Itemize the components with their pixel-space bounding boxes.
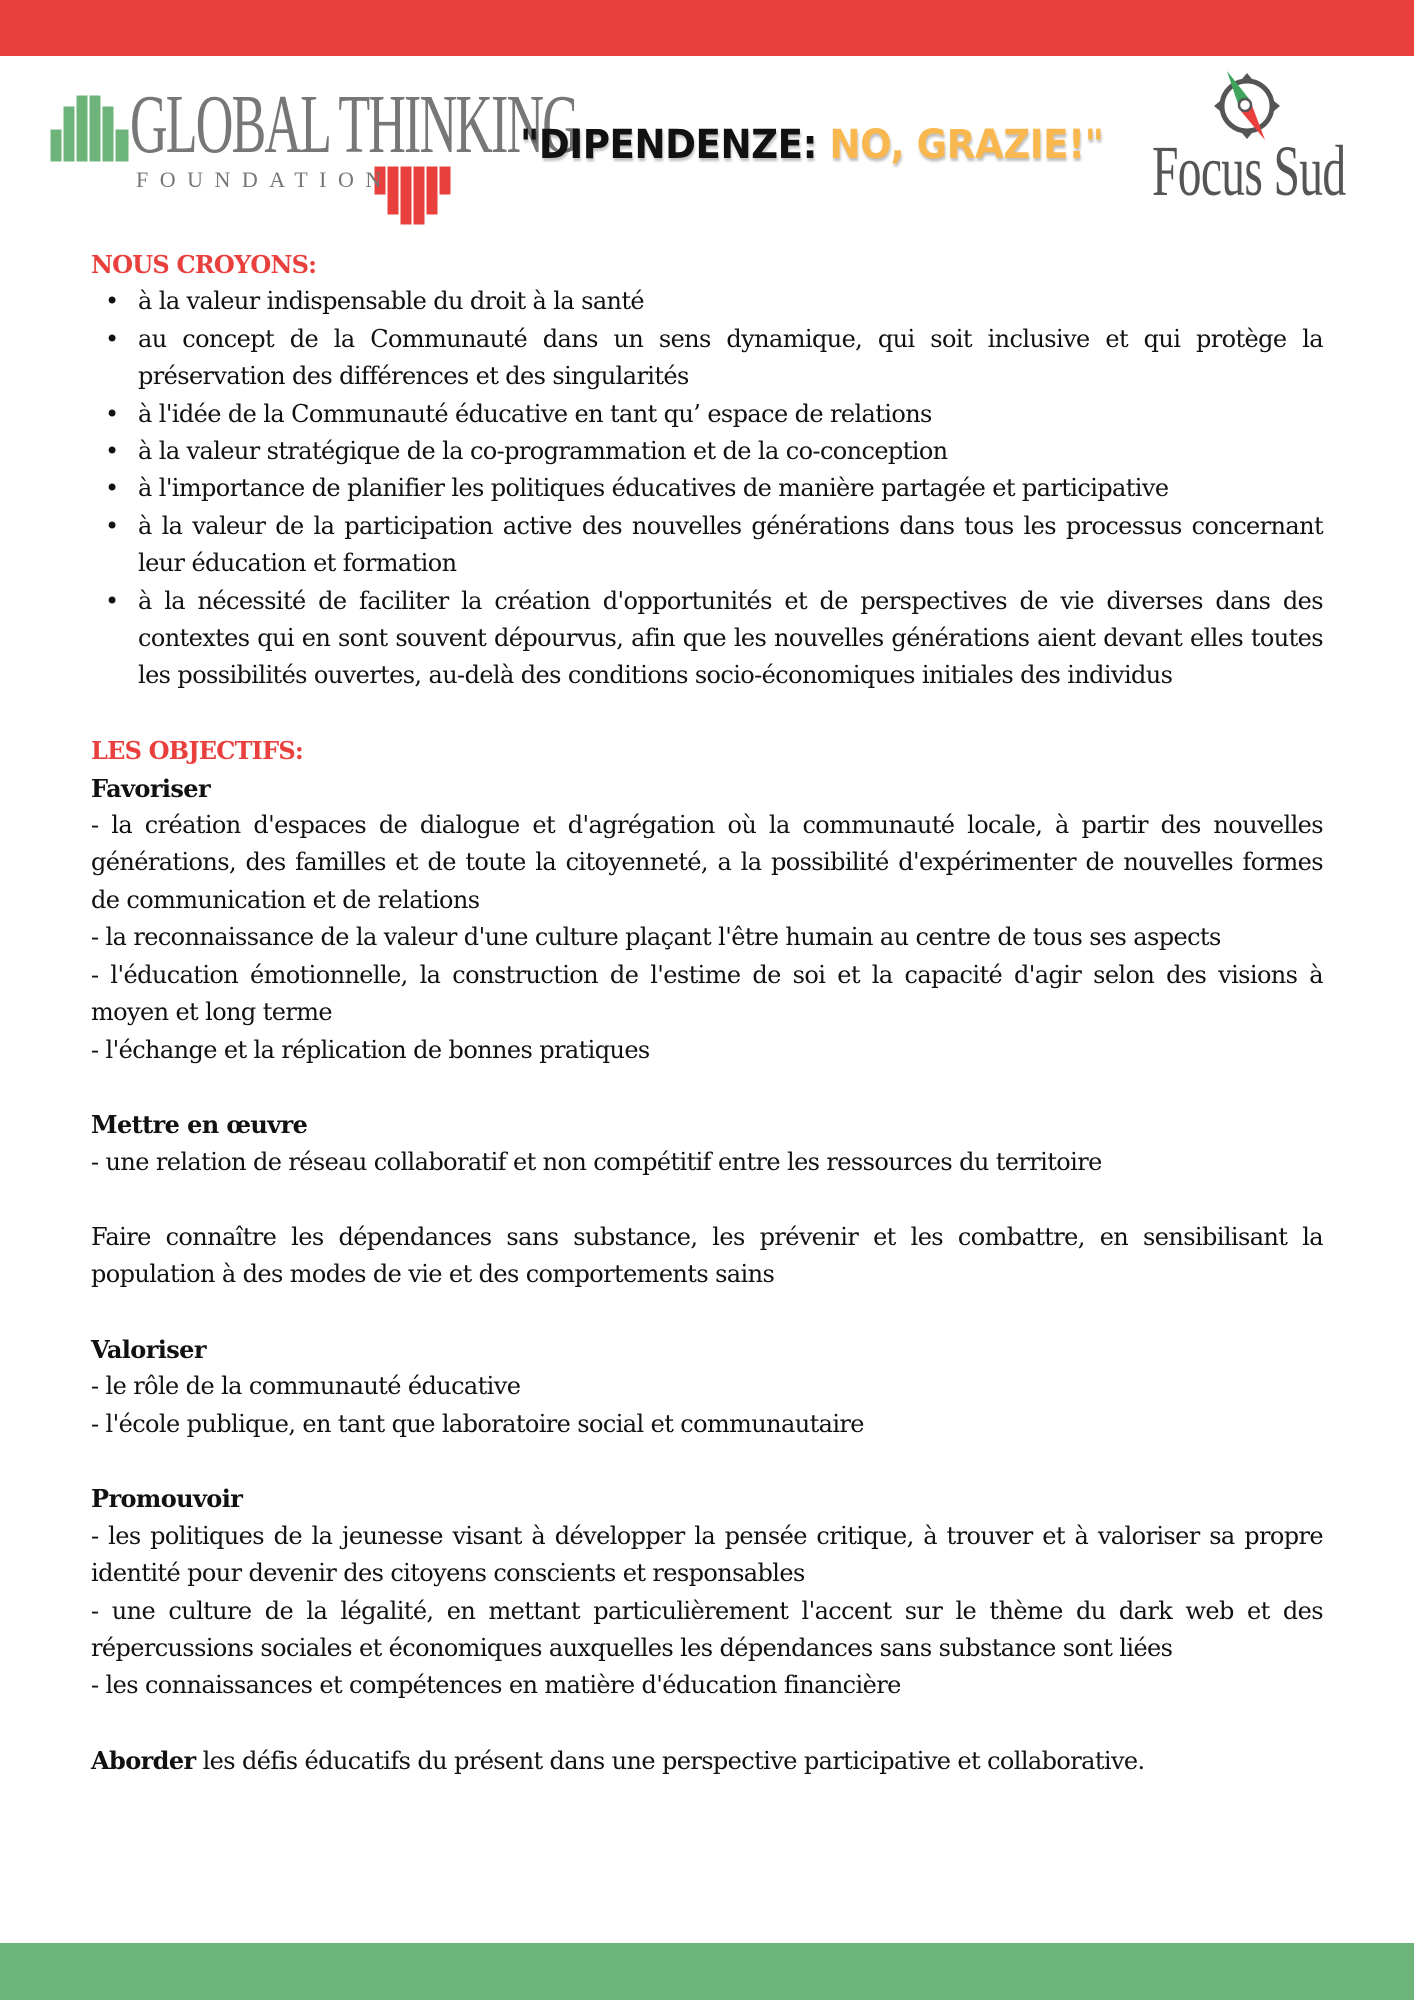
list-item: • à la nécessité de faciliter la création d'opportunités et de perspectives de vie diverses dans des contextes qui en sont souvent dépourvus, afin que les nouvelles générations aient devant elles toutes les possibilités ouvertes, au-delà des conditions socio-économiques initiales des individus xyxy=(138,583,1323,695)
spacer xyxy=(91,1181,1323,1218)
bottom-color-band xyxy=(0,1943,1414,2000)
list-item: - une relation de réseau collaboratif et non compétitif entre les ressources du territoire xyxy=(91,1147,1102,1176)
list-item: • au concept de la Communauté dans un sens dynamique, qui soit inclusive et qui protège la préservation des différences et des singularités xyxy=(138,321,1323,396)
list-item: - l'école publique, en tant que laboratoire social et communautaire xyxy=(91,1409,864,1438)
spacer xyxy=(91,1705,1323,1742)
spacer xyxy=(91,1293,1323,1330)
list-item: - une culture de la légalité, en mettant particulièrement l'accent sur le thème du dark web et des répercussions sociales et économiques auxquelles les dépendances sans substance sont liées xyxy=(91,1596,1323,1662)
valoriser-heading: Valoriser xyxy=(91,1334,206,1364)
objectives-title: LES OBJECTIFS: xyxy=(91,736,303,766)
headline-part-2: NO, GRAZIE!" xyxy=(829,122,1104,168)
list-item: - les politiques de la jeunesse visant à développer la pensée critique, à trouver et à valoriser sa propre identité pour devenir des citoyens conscients et responsables xyxy=(91,1521,1323,1588)
list-item: - les connaissances et compétences en matière d'éducation financière xyxy=(91,1671,901,1700)
logo-name: Focus Sud xyxy=(1152,131,1346,211)
list-item: • à la valeur de la participation active des nouvelles générations dans tous les processus concernant leur éducation et formation xyxy=(138,508,1323,583)
list-item: - le rôle de la communauté éducative xyxy=(91,1372,521,1401)
aborder-text: les défis éducatifs du présent dans une perspective participative et collaborative. xyxy=(195,1747,1145,1776)
spacer xyxy=(91,1443,1323,1480)
list-item: • à la valeur indispensable du droit à la santé xyxy=(138,283,1323,320)
spacer xyxy=(91,695,1323,732)
list-item: - l'éducation émotionnelle, la construction de l'estime de soi et la capacité d'agir selon des visions à moyen et long terme xyxy=(91,960,1323,1027)
logo-subtitle: FOUNDATION xyxy=(136,167,393,192)
headline-part-1: "DIPENDENZE: xyxy=(520,122,830,168)
focus-sud-logo xyxy=(1140,68,1360,218)
promouvoir-heading: Promouvoir xyxy=(91,1484,243,1514)
beliefs-title: NOUS CROYONS: xyxy=(91,250,317,279)
page-headline xyxy=(520,122,1103,168)
list-item: • à l'idée de la Communauté éducative en tant qu’ espace de relations xyxy=(138,396,1323,433)
global-thinking-foundation-logo xyxy=(48,78,578,230)
list-item: - la reconnaissance de la valeur d'une culture plaçant l'être humain au centre de tous ses aspects xyxy=(91,923,1221,952)
favoriser-heading: Favoriser xyxy=(91,773,211,803)
aborder-paragraph xyxy=(91,1742,1323,1780)
list-item: - l'échange et la réplication de bonnes pratiques xyxy=(91,1035,650,1064)
list-item: - la création d'espaces de dialogue et d'agrégation où la communauté locale, à partir des nouvelles générations, des familles et de toute la citoyenneté, a la possibilité d'expérimenter de nouvelles formes de communication et de relations xyxy=(91,811,1323,914)
top-color-band xyxy=(0,0,1414,56)
beliefs-list xyxy=(91,283,1323,694)
logo-name: GLOBAL THINKING xyxy=(130,78,578,171)
list-item: • à l'importance de planifier les politiques éducatives de manière partagée et participative xyxy=(138,470,1323,507)
aborder-keyword: Aborder xyxy=(91,1746,196,1776)
mettre-en-oeuvre-heading: Mettre en œuvre xyxy=(91,1110,308,1140)
spacer xyxy=(91,1069,1323,1106)
faire-connaitre-paragraph: Faire connaître les dépendances sans substance, les prévenir et les combattre, en sensibilisant la population à des modes de vie et des comportements sains xyxy=(91,1222,1323,1288)
document-body xyxy=(91,246,1323,1781)
list-item: • à la valeur stratégique de la co-programmation et de la co-conception xyxy=(138,433,1323,470)
